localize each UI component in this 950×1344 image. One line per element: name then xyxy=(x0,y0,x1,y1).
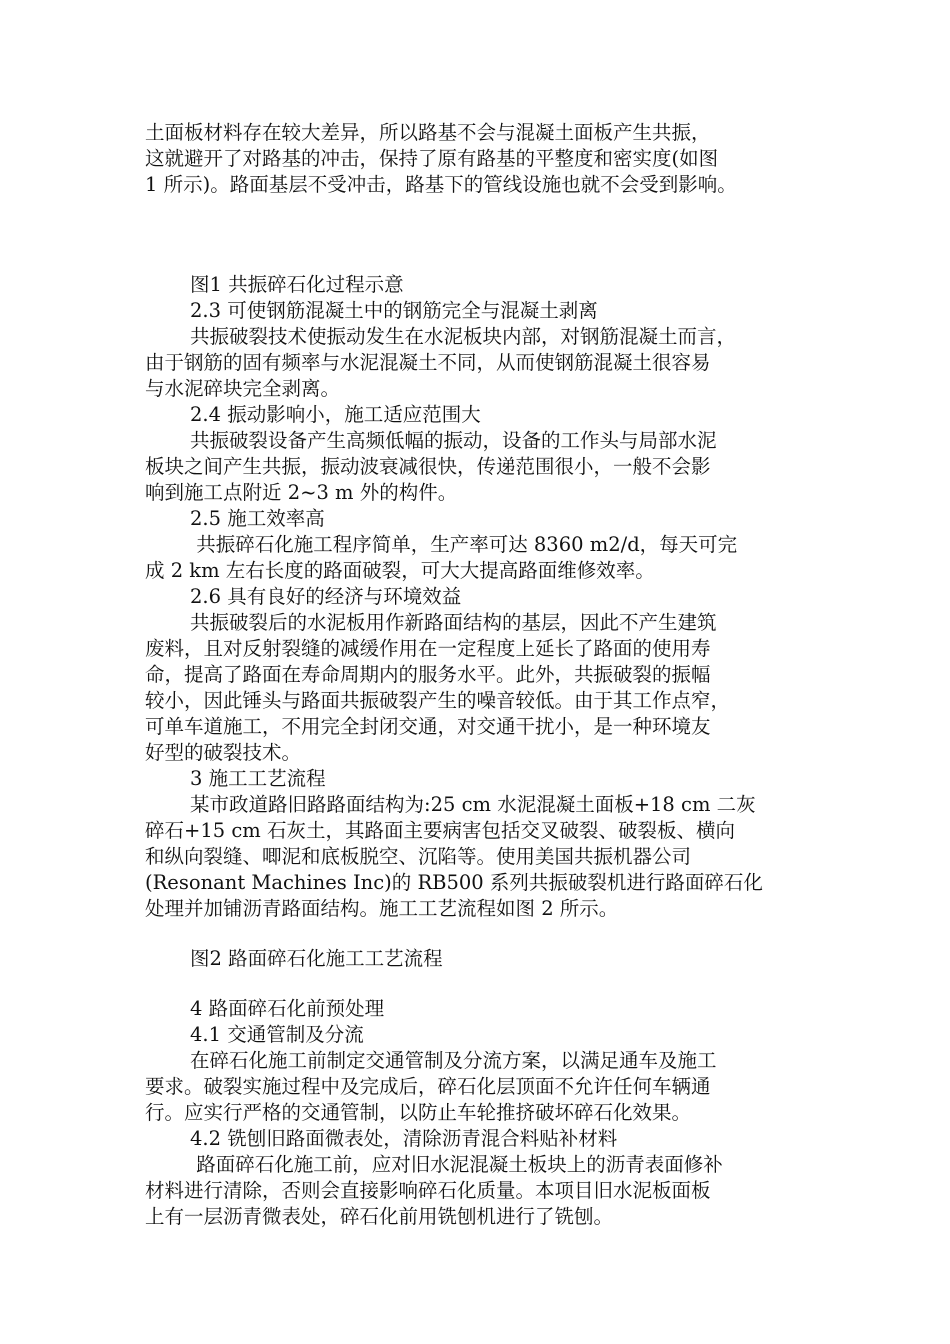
body-text-line: 由于钢筋的固有频率与水泥混凝土不同，从而使钢筋混凝土很容易 xyxy=(145,351,711,374)
body-text-line: 在碎石化施工前制定交通管制及分流方案，以满足通车及施工 xyxy=(190,1049,717,1072)
body-text-line: 这就避开了对路基的冲击，保持了原有路基的平整度和密实度(如图 xyxy=(145,147,719,170)
body-text-line: 路面碎石化施工前，应对旧水泥混凝土板块上的沥青表面修补 xyxy=(190,1153,723,1176)
body-text-line: 和纵向裂缝、唧泥和底板脱空、沉陷等。使用美国共振机器公司 xyxy=(145,845,692,868)
body-text-line: 1 所示)。路面基层不受冲击，路基下的管线设施也就不会受到影响。 xyxy=(145,173,737,196)
body-text-line: 要求。破裂实施过程中及完成后，碎石化层顶面不允许任何车辆通 xyxy=(145,1075,711,1098)
section-heading: 2.6 具有良好的经济与环境效益 xyxy=(190,585,462,608)
body-text-line: 处理并加铺沥青路面结构。施工工艺流程如图 2 所示。 xyxy=(145,897,619,920)
body-text-line: 命，提高了路面在寿命周期内的服务水平。此外，共振破裂的振幅 xyxy=(145,663,711,686)
figure-caption: 图2 路面碎石化施工工艺流程 xyxy=(190,947,443,970)
body-text-line: 土面板材料存在较大差异，所以路基不会与混凝土面板产生共振， xyxy=(145,121,711,144)
body-text-line: 废料，且对反射裂缝的减缓作用在一定程度上延长了路面的使用寿 xyxy=(145,637,711,660)
body-text-line: 成 2 km 左右长度的路面破裂，可大大提高路面维修效率。 xyxy=(145,559,655,582)
section-heading: 2.3 可使钢筋混凝土中的钢筋完全与混凝土剥离 xyxy=(190,299,598,322)
body-text-line: (Resonant Machines Inc)的 RB500 系列共振破裂机进行路面碎石化 xyxy=(145,871,763,894)
body-text-line: 材料进行清除，否则会直接影响碎石化质量。本项目旧水泥板面板 xyxy=(145,1179,711,1202)
body-text-line: 较小，因此锤头与路面共振破裂产生的噪音较低。由于其工作点窄， xyxy=(145,689,731,712)
body-text-line: 行。应实行严格的交通管制，以防止车轮推挤破坏碎石化效果。 xyxy=(145,1101,692,1124)
body-text-line: 板块之间产生共振，振动波衰减很快，传递范围很小，一般不会影 xyxy=(145,455,711,478)
body-text-line: 共振破裂技术使振动发生在水泥板块内部，对钢筋混凝土而言， xyxy=(190,325,737,348)
section-heading: 4.2 铣刨旧路面微表处，清除沥青混合料贴补材料 xyxy=(190,1127,618,1150)
section-heading: 4 路面碎石化前预处理 xyxy=(190,997,385,1020)
body-text-line: 响到施工点附近 2~3 m 外的构件。 xyxy=(145,481,458,504)
body-text-line: 共振破裂设备产生高频低幅的振动，设备的工作头与局部水泥 xyxy=(190,429,717,452)
body-text-line: 共振碎石化施工程序简单，生产率可达 8360 m2/d，每天可完 xyxy=(190,533,738,556)
section-heading: 3 施工工艺流程 xyxy=(190,767,326,790)
section-heading: 4.1 交通管制及分流 xyxy=(190,1023,364,1046)
body-text-line: 共振破裂后的水泥板用作新路面结构的基层，因此不产生建筑 xyxy=(190,611,717,634)
body-text-line: 碎石+15 cm 石灰土，其路面主要病害包括交叉破裂、破裂板、横向 xyxy=(145,819,735,842)
body-text-line: 好型的破裂技术。 xyxy=(145,741,302,764)
section-heading: 2.4 振动影响小，施工适应范围大 xyxy=(190,403,481,426)
body-text-line: 某市政道路旧路路面结构为:25 cm 水泥混凝土面板+18 cm 二灰 xyxy=(190,793,756,816)
section-heading: 2.5 施工效率高 xyxy=(190,507,325,530)
figure-caption: 图1 共振碎石化过程示意 xyxy=(190,273,404,296)
body-text-line: 可单车道施工，不用完全封闭交通，对交通干扰小，是一种环境友 xyxy=(145,715,711,738)
body-text-line: 与水泥碎块完全剥离。 xyxy=(145,377,341,400)
body-text-line: 上有一层沥青微表处，碎石化前用铣刨机进行了铣刨。 xyxy=(145,1205,614,1228)
